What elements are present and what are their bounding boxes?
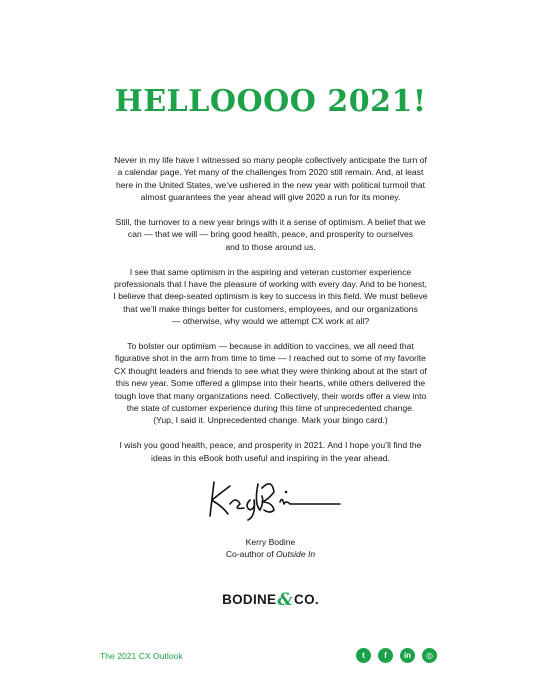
instagram-icon[interactable]: ◎ xyxy=(422,648,437,663)
footer-publication-title: The 2021 CX Outlook xyxy=(100,651,183,661)
linkedin-icon[interactable]: in xyxy=(400,648,415,663)
signer-name: Kerry Bodine xyxy=(245,537,296,547)
social-links xyxy=(356,648,437,663)
line: Never in my life have I witnessed so many people collectively anticipate the turn of xyxy=(114,155,427,165)
signer-role xyxy=(0,548,541,560)
signer-role-prefix: Co-author of xyxy=(225,549,276,559)
line: figurative shot in the arm from time to time — I reached out to some of my favorite xyxy=(115,353,426,364)
paragraph-3 xyxy=(70,266,471,328)
line: (Yup, I said it. Unprecedented change. Mark your bingo card.) xyxy=(153,415,388,426)
paragraph-4 xyxy=(70,340,471,427)
line: — otherwise, why would we attempt CX work at all? xyxy=(171,316,370,327)
paragraph-5 xyxy=(70,439,471,464)
book-title: Outside In xyxy=(276,549,316,559)
line: professionals that I have the pleasure of working with every day. And to be honest, xyxy=(114,279,427,290)
logo-ampersand: & xyxy=(277,590,294,610)
paragraph-1 xyxy=(70,154,471,204)
letter-body xyxy=(70,154,471,476)
paragraph-2 xyxy=(70,216,471,253)
line: this new year. Some offered a glimpse into their hearts, while others delivered the xyxy=(115,378,426,389)
line: the state of customer experience during this time of unprecedented change. xyxy=(126,403,415,414)
line: tough love that many organizations need. Collectively, their words offer a view into xyxy=(114,390,427,401)
logo-text-left: BODINE xyxy=(222,592,277,607)
line: CX thought leaders and friends to see what they were thinking about at the start of xyxy=(114,365,427,376)
line: here in the United States, we’ve ushered in the new year with political turmoil that xyxy=(115,179,426,190)
facebook-icon[interactable]: f xyxy=(378,648,393,663)
line: almost guarantees the year ahead will give 2020 a run for its money. xyxy=(140,192,401,203)
line: that we’ll make things better for customers, employees, and our organizations xyxy=(123,303,418,314)
line: I believe that deep-seated optimism is key to success in this field. We must believe xyxy=(113,291,428,302)
line: ideas in this eBook both useful and inspiring in the year ahead. xyxy=(151,452,390,463)
twitter-icon[interactable]: t xyxy=(356,648,371,663)
line: I see that same optimism in the aspiring and veteran customer experience xyxy=(129,266,412,277)
logo-text-right: CO. xyxy=(294,592,319,607)
line: I wish you good health, peace, and prosperity in 2021. And I hope you’ll find the xyxy=(119,440,422,451)
company-logo xyxy=(0,589,541,609)
line: can — that we will — bring good health, peace, and prosperity to ourselves xyxy=(127,229,414,240)
line: and to those around us. xyxy=(225,241,316,252)
line: To bolster our optimism — because in addition to vaccines, we all need that xyxy=(127,341,414,352)
page-title: HELLOOOO 2021! xyxy=(114,84,427,119)
signature-image xyxy=(200,474,350,524)
line: Still, the turnover to a new year brings with it a sense of optimism. A belief that we xyxy=(115,217,426,228)
line: a calendar page. Yet many of the challenges from 2020 still remain. And, at least xyxy=(117,167,424,178)
